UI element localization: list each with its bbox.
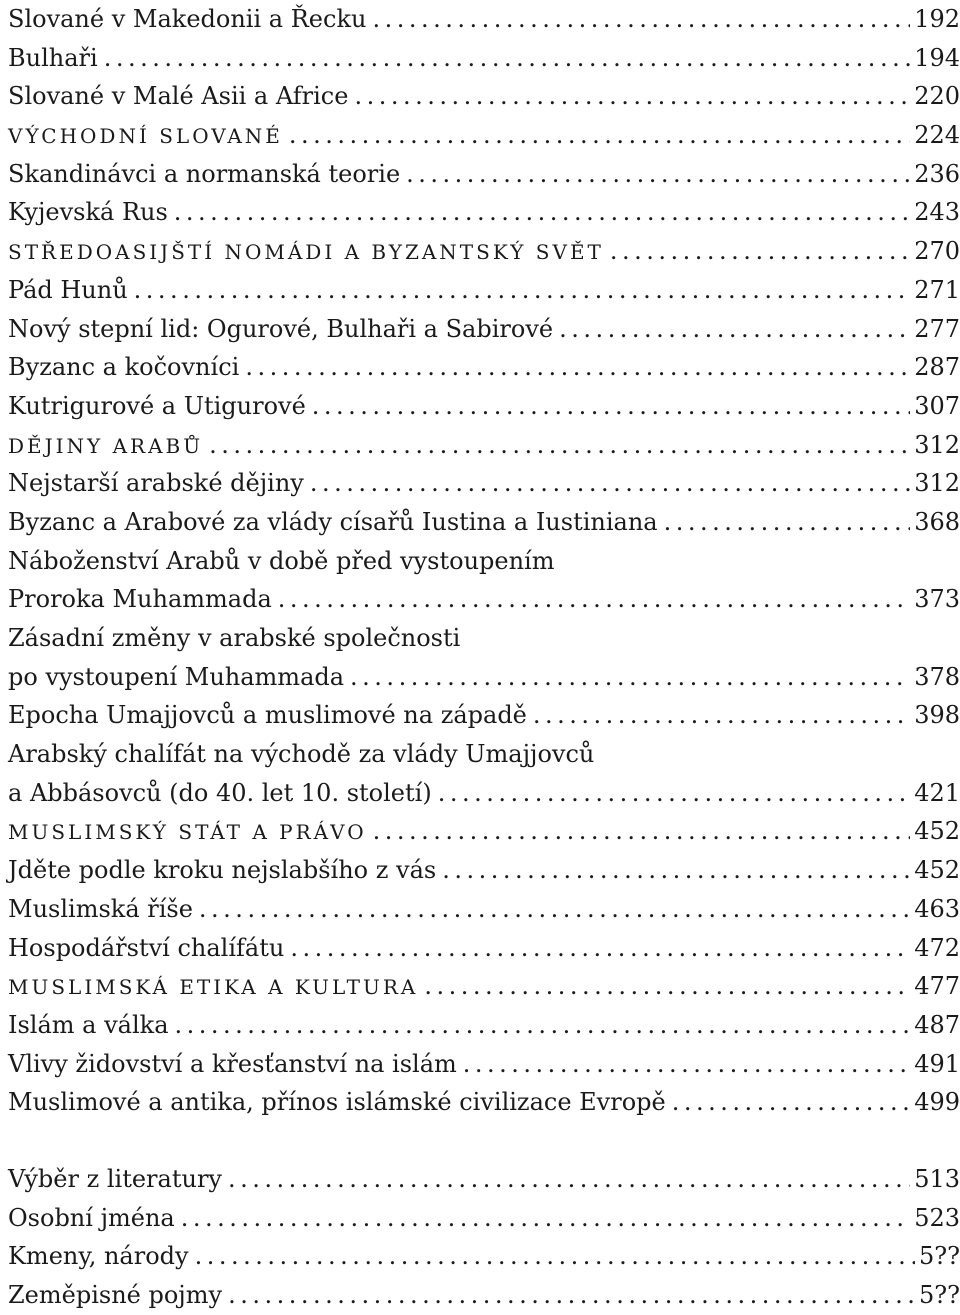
dot-leader bbox=[134, 271, 911, 310]
toc-page-number: 499 bbox=[914, 1088, 960, 1117]
toc-line bbox=[8, 1083, 960, 1122]
toc-entry-title: Jděte podle kroku nejslabšího z vás bbox=[8, 856, 437, 885]
toc-page-number: 192 bbox=[914, 5, 960, 33]
toc-entry-title: a Abbásovců (do 40. let 10. století) bbox=[8, 778, 432, 807]
toc-entry bbox=[8, 193, 960, 232]
toc-entry bbox=[8, 464, 960, 503]
toc-entry bbox=[8, 1199, 960, 1238]
dot-leader bbox=[104, 39, 911, 78]
toc-page-number: 243 bbox=[914, 198, 960, 227]
toc-page-number: 463 bbox=[914, 894, 960, 923]
toc-entry bbox=[8, 1160, 960, 1199]
toc-entry bbox=[8, 0, 960, 39]
toc-line bbox=[8, 503, 960, 542]
toc-line bbox=[8, 348, 960, 387]
toc-page-number: 378 bbox=[914, 662, 960, 691]
dot-leader bbox=[228, 1160, 910, 1199]
toc-entry bbox=[8, 542, 960, 619]
toc-entry-title: Muslimská říše bbox=[8, 894, 193, 923]
toc-line bbox=[8, 464, 960, 503]
toc-entry bbox=[8, 851, 960, 890]
toc-entry-title: Zeměpisné pojmy bbox=[8, 1281, 223, 1309]
toc-line bbox=[8, 77, 960, 116]
toc-entry-title: Osobní jména bbox=[8, 1203, 175, 1232]
toc-page-number: 477 bbox=[914, 972, 960, 1001]
toc-page-number: 287 bbox=[914, 353, 960, 382]
toc-line bbox=[8, 1045, 960, 1084]
toc-entry-title: STŘEDOASIJŠTÍ NOMÁDI A BYZANTSKÝ SVĚT bbox=[8, 240, 604, 265]
toc-entry-title: Kyjevská Rus bbox=[8, 198, 168, 227]
toc-entry bbox=[8, 619, 960, 696]
toc-line bbox=[8, 890, 960, 929]
toc-entry-title: Slované v Makedonii a Řecku bbox=[8, 5, 367, 33]
toc-line bbox=[8, 310, 960, 349]
toc-entry bbox=[8, 929, 960, 968]
toc-entry-title: DĚJINY ARABŮ bbox=[8, 433, 204, 458]
toc-entry-title-first-line bbox=[8, 542, 960, 581]
dot-leader bbox=[312, 387, 910, 426]
toc-page-number: 472 bbox=[914, 933, 960, 962]
toc-entry-title: Výběr z literatury bbox=[8, 1164, 222, 1193]
toc-entry-title-first-line bbox=[8, 735, 960, 774]
toc-page-number: 513 bbox=[914, 1164, 960, 1193]
toc-entry bbox=[8, 735, 960, 812]
toc-line bbox=[8, 1199, 960, 1238]
toc-entry-title: MUSLIMSKÁ ETIKA A KULTURA bbox=[8, 975, 419, 1000]
dot-leader bbox=[195, 1237, 915, 1276]
toc-page-number: 452 bbox=[914, 817, 960, 846]
toc-entry bbox=[8, 503, 960, 542]
toc-entry-title-part: Zásadní změny v arabské společnosti bbox=[8, 624, 461, 652]
toc-entry bbox=[8, 1276, 960, 1315]
toc-entry bbox=[8, 271, 960, 310]
toc-entry-title: Skandinávci a normanská teorie bbox=[8, 159, 401, 188]
toc-line bbox=[8, 851, 960, 890]
dot-leader bbox=[278, 580, 910, 619]
toc-entry bbox=[8, 348, 960, 387]
toc-line bbox=[8, 193, 960, 232]
toc-line bbox=[8, 1276, 960, 1315]
toc-entry-title-first-line bbox=[8, 619, 960, 658]
toc-page-number: 277 bbox=[914, 314, 960, 343]
toc-entry-title: Kmeny, národy bbox=[8, 1242, 189, 1271]
toc-entry-title: Byzanc a kočovníci bbox=[8, 353, 240, 382]
toc-entry-title: Muslimové a antika, přínos islámské civilizace Evropě bbox=[8, 1088, 666, 1117]
toc-page-number: 5?? bbox=[918, 1281, 960, 1309]
toc-entry bbox=[8, 1045, 960, 1084]
toc-entry-title: Proroka Muhammada bbox=[8, 585, 272, 614]
toc-entry bbox=[8, 890, 960, 929]
dot-leader bbox=[424, 967, 910, 1006]
toc-line bbox=[8, 812, 960, 851]
dot-leader bbox=[199, 890, 910, 929]
toc-page-number: 270 bbox=[914, 237, 960, 266]
toc-entry-title: Nový stepní lid: Ogurové, Bulhaři a Sabirové bbox=[8, 314, 554, 343]
dot-leader bbox=[350, 658, 910, 697]
toc-line bbox=[8, 39, 960, 78]
toc-entry bbox=[8, 39, 960, 78]
toc-page-number: 312 bbox=[914, 469, 960, 498]
toc-entry-title: Nejstarší arabské dějiny bbox=[8, 469, 304, 498]
toc-line bbox=[8, 1006, 960, 1045]
toc-line bbox=[8, 580, 960, 619]
toc-entry-title: Kutrigurové a Utigurové bbox=[8, 391, 306, 420]
toc-section-heading bbox=[8, 116, 960, 155]
dot-leader bbox=[533, 696, 910, 735]
toc-page-number: 312 bbox=[914, 430, 960, 459]
toc-section-heading bbox=[8, 232, 960, 271]
toc-line bbox=[8, 387, 960, 426]
toc-line bbox=[8, 929, 960, 968]
toc-line bbox=[8, 1237, 960, 1276]
toc-page-number: 220 bbox=[914, 82, 960, 111]
dot-leader bbox=[438, 774, 911, 813]
toc-section-heading bbox=[8, 967, 960, 1006]
toc-line bbox=[8, 116, 960, 155]
dot-leader bbox=[209, 426, 910, 465]
toc-entry-title: Hospodářství chalífátu bbox=[8, 933, 285, 962]
toc-entry bbox=[8, 387, 960, 426]
toc-line bbox=[8, 0, 960, 39]
toc-entry-title: Pád Hunů bbox=[8, 275, 128, 304]
toc-entry bbox=[8, 696, 960, 735]
dot-leader bbox=[181, 1199, 910, 1238]
toc-entry-title: Vlivy židovství a křesťanství na islám bbox=[8, 1049, 457, 1078]
toc-page-number: 523 bbox=[914, 1203, 960, 1232]
toc-entry bbox=[8, 155, 960, 194]
dot-leader bbox=[228, 1276, 915, 1315]
toc-entry-title: Islám a válka bbox=[8, 1010, 169, 1039]
dot-leader bbox=[610, 232, 910, 271]
table-of-contents bbox=[8, 0, 960, 1315]
dot-leader bbox=[559, 310, 910, 349]
dot-leader bbox=[354, 77, 910, 116]
toc-line bbox=[8, 271, 960, 310]
toc-entry bbox=[8, 1083, 960, 1122]
toc-line bbox=[8, 232, 960, 271]
toc-entry-title: Bulhaři bbox=[8, 43, 98, 72]
toc-page-number: 271 bbox=[914, 275, 960, 304]
toc-entry bbox=[8, 1006, 960, 1045]
dot-leader bbox=[175, 1006, 911, 1045]
toc-section-heading bbox=[8, 426, 960, 465]
toc-line bbox=[8, 967, 960, 1006]
dot-leader bbox=[245, 348, 910, 387]
toc-entry-title-part: Arabský chalífát na východě za vlády Umajjovců bbox=[8, 740, 595, 769]
toc-page-number: 398 bbox=[914, 701, 960, 730]
dot-leader bbox=[442, 851, 910, 890]
toc-entry-title: po vystoupení Muhammada bbox=[8, 662, 345, 691]
toc-entry bbox=[8, 1237, 960, 1276]
dot-leader bbox=[290, 929, 910, 968]
dot-leader bbox=[664, 503, 911, 542]
toc-page-number: 194 bbox=[914, 43, 960, 72]
toc-line bbox=[8, 155, 960, 194]
toc-entry bbox=[8, 77, 960, 116]
toc-page-number: 452 bbox=[914, 856, 960, 885]
toc-line bbox=[8, 696, 960, 735]
toc-entry-title: Byzanc a Arabové za vlády císařů Iustina a Iustiniana bbox=[8, 507, 658, 536]
toc-entry-title: VÝCHODNÍ SLOVANÉ bbox=[8, 124, 283, 149]
toc-entry-title: MUSLIMSKÝ STÁT A PRÁVO bbox=[8, 820, 367, 845]
toc-entry-title: Epocha Umajjovců a muslimové na západě bbox=[8, 701, 527, 730]
toc-line bbox=[8, 426, 960, 465]
toc-entry bbox=[8, 310, 960, 349]
toc-page-number: 421 bbox=[914, 778, 960, 807]
section-gap bbox=[8, 1122, 960, 1160]
dot-leader bbox=[672, 1083, 910, 1122]
toc-line bbox=[8, 1160, 960, 1199]
dot-leader bbox=[373, 812, 911, 851]
toc-page-number: 373 bbox=[914, 585, 960, 614]
dot-leader bbox=[372, 0, 910, 39]
toc-page-number: 368 bbox=[914, 507, 960, 536]
toc-page-number: 236 bbox=[914, 159, 960, 188]
toc-page-number: 307 bbox=[914, 391, 960, 420]
toc-section-heading bbox=[8, 812, 960, 851]
toc-entry-title: Slované v Malé Asii a Africe bbox=[8, 82, 349, 111]
dot-leader bbox=[463, 1045, 910, 1084]
toc-entry-title-part: Náboženství Arabů v době před vystoupením bbox=[8, 546, 555, 575]
dot-leader bbox=[406, 155, 910, 194]
toc-page-number: 491 bbox=[914, 1049, 960, 1078]
toc-page-number: 487 bbox=[914, 1010, 960, 1039]
dot-leader bbox=[174, 193, 910, 232]
toc-line bbox=[8, 658, 960, 697]
toc-page-number: 224 bbox=[914, 121, 960, 150]
toc-page-number: 5?? bbox=[918, 1242, 960, 1271]
dot-leader bbox=[289, 116, 910, 155]
dot-leader bbox=[310, 464, 910, 503]
toc-line bbox=[8, 774, 960, 813]
